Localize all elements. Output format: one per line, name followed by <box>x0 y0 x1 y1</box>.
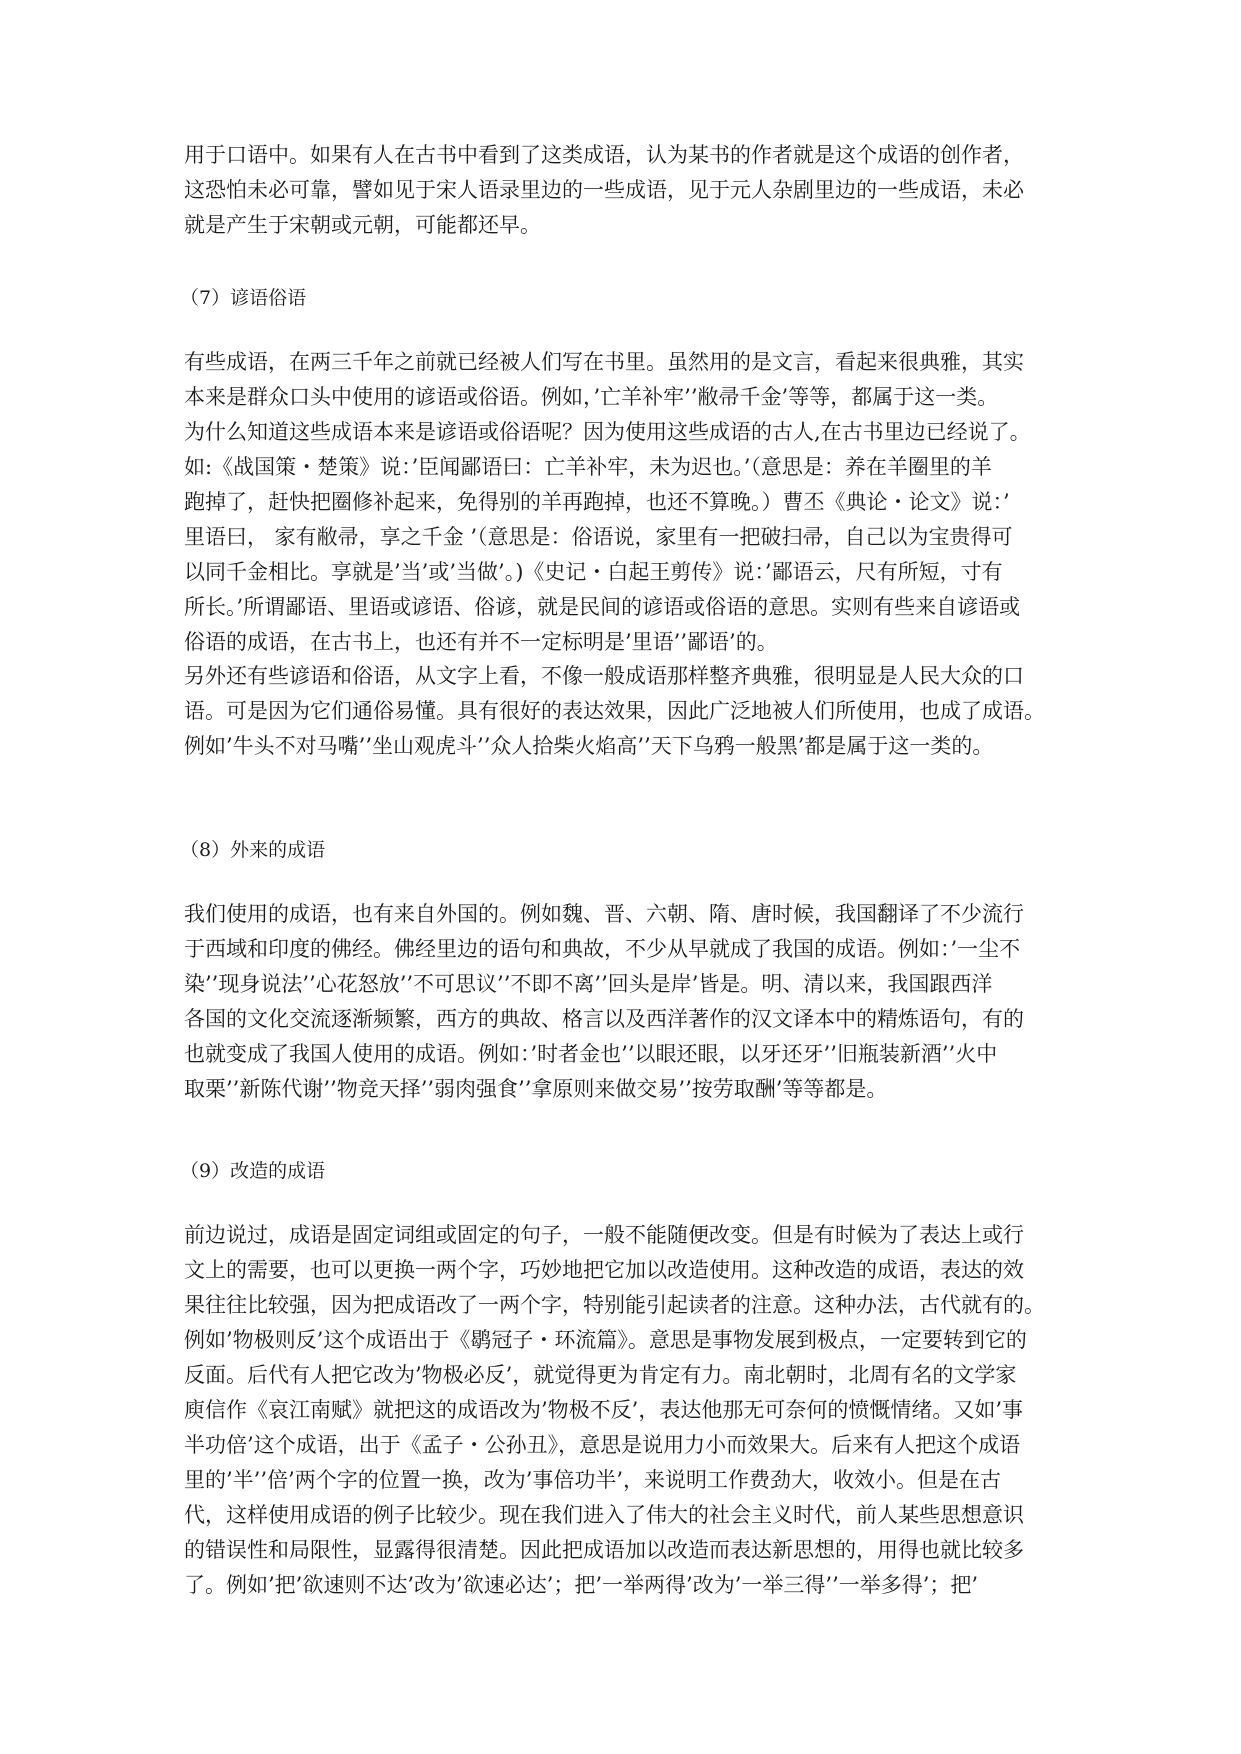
text-line: 以同千金相比。享就是’当’或’当做’。)《史记・白起王剪传》说：’鄙语云，尺有所短，寸有 <box>184 560 1003 584</box>
section-heading-proverbs: （7）谚语俗语 <box>180 287 307 309</box>
text-line: 也就变成了我国人使用的成语。例如：’时者金也’’以眼还眼，以牙还牙’’旧瓶装新酒’’火中 <box>184 1042 998 1066</box>
text-line: 果往往比较强，因为把成语改了一两个字，特别能引起读者的注意。这种办法，古代就有的。 <box>184 1293 1045 1317</box>
text-line: 用于口语中。如果有人在古书中看到了这类成语，认为某书的作者就是这个成语的创作者， <box>184 143 1024 167</box>
text-line: 就是产生于宋朝或元朝，可能都还早。 <box>184 213 541 237</box>
text-line: 语。可是因为它们通俗易懂。具有很好的表达效果，因此广泛地被人们所使用，也成了成语。 <box>184 699 1045 723</box>
text-line: 文上的需要，也可以更换一两个字，巧妙地把它加以改造使用。这种改造的成语，表达的效 <box>184 1258 1024 1282</box>
text-line: 庾信作《哀江南赋》就把这的成语改为’物极不反’，表达他那无可奈何的愤慨情绪。又如’事 <box>184 1398 1024 1422</box>
text-line: 取栗’’新陈代谢’’物竞天择’’弱肉强食’’拿原则来做交易’’按劳取酬’等等都是。 <box>184 1077 888 1101</box>
text-line: 各国的文化交流逐渐频繁，西方的典故、格言以及西洋著作的汉文译本中的精炼语句，有的 <box>184 1007 1024 1031</box>
paragraph-foreign-idioms <box>184 897 1064 1107</box>
text-line: 为什么知道这些成语本来是谚语或俗语呢？因为使用这些成语的古人,在古书里边已经说了。 <box>184 420 1031 444</box>
text-line: 俗语的成语，在古书上，也还有并不一定标明是’里语’’鄙语’的。 <box>184 630 778 654</box>
text-line: 代，这样使用成语的例子比较少。现在我们进入了伟大的社会主义时代，前人某些思想意识 <box>184 1503 1024 1527</box>
text-line: 染’’现身说法’’心花怒放’’不可思议’’不即不离’’回头是岸’皆是。明、清以来，我国跟西洋 <box>184 972 993 996</box>
text-line: 本来是群众口头中使用的谚语或俗语。例如，’亡羊补牢’’敝帚千金’等等，都属于这一类。 <box>184 385 999 409</box>
paragraph-proverbs-colloquial <box>184 659 1064 764</box>
text-line: 里的’半’’倍’两个字的位置一换，改为’事倍功半’，来说明工作费劲大，收效小。但是在古 <box>184 1468 1002 1492</box>
text-line: 我们使用的成语，也有来自外国的。例如魏、晋、六朝、隋、唐时候，我国翻译了不少流行 <box>184 902 1024 926</box>
text-line: 有些成语，在两三千年之前就已经被人们写在书里。虽然用的是文言，看起来很典雅，其实 <box>184 350 1024 374</box>
section-heading-modified-idioms: （9）改造的成语 <box>180 1160 326 1182</box>
text-line: 反面。后代有人把它改为’物极必反’，就觉得更为肯定有力。南北朝时，北周有名的文学家 <box>184 1363 1017 1387</box>
text-line: 前边说过，成语是固定词组或固定的句子，一般不能随便改变。但是有时候为了表达上或行 <box>184 1223 1024 1247</box>
paragraph-modified-idioms <box>184 1218 1064 1603</box>
text-line: 半功倍’这个成语，出于《孟子・公孙丑》，意思是说用力小而效果大。后来有人把这个成语 <box>184 1433 1021 1457</box>
section-heading-foreign-idioms: （8）外来的成语 <box>180 839 326 861</box>
text-line: 里语曰， 家有敝帚，享之千金 ’（意思是：俗语说，家里有一把破扫帚，自己以为宝贵得可 <box>184 525 1013 549</box>
text-line: 跑掉了，赶快把圈修补起来，免得别的羊再跑掉，也还不算晚。）曹丕《典论・论文》说：’ <box>184 490 1010 514</box>
paragraph-proverbs-ancient <box>184 345 1064 660</box>
text-line: 例如’物极则反’这个成语出于《鹖冠子・环流篇》。意思是事物发展到极点，一定要转到它的 <box>184 1328 1027 1352</box>
paragraph-oral-idioms <box>184 138 1064 243</box>
text-line: 所长。’所谓鄙语、里语或谚语、俗谚，就是民间的谚语或俗语的意思。实则有些来自谚语或 <box>184 595 1021 619</box>
text-line: 的错误性和局限性，显露得很清楚。因此把成语加以改造而表达新思想的，用得也就比较多 <box>184 1538 1024 1562</box>
text-line: 如:《战国策・楚策》说：’臣闻鄙语曰：亡羊补牢，未为迟也。’（意思是：养在羊圈里的羊 <box>184 455 992 479</box>
text-line: 于西域和印度的佛经。佛经里边的语句和典故，不少从早就成了我国的成语。例如：’一尘不 <box>184 937 1021 961</box>
text-line: 这恐怕未必可靠，譬如见于宋人语录里边的一些成语，见于元人杂剧里边的一些成语，未必 <box>184 178 1024 202</box>
text-line: 另外还有些谚语和俗语，从文字上看，不像一般成语那样整齐典雅，很明显是人民大众的口 <box>184 664 1024 688</box>
text-line: 了。例如’把’欲速则不达’改为’欲速必达’；把’一举两得’改为’一举三得’’一举多得’；把’ <box>184 1573 979 1597</box>
text-line: 例如’牛头不对马嘴’’坐山观虎斗’’众人拾柴火焰高’’天下乌鸦一般黑’都是属于这一类的。 <box>184 734 994 758</box>
